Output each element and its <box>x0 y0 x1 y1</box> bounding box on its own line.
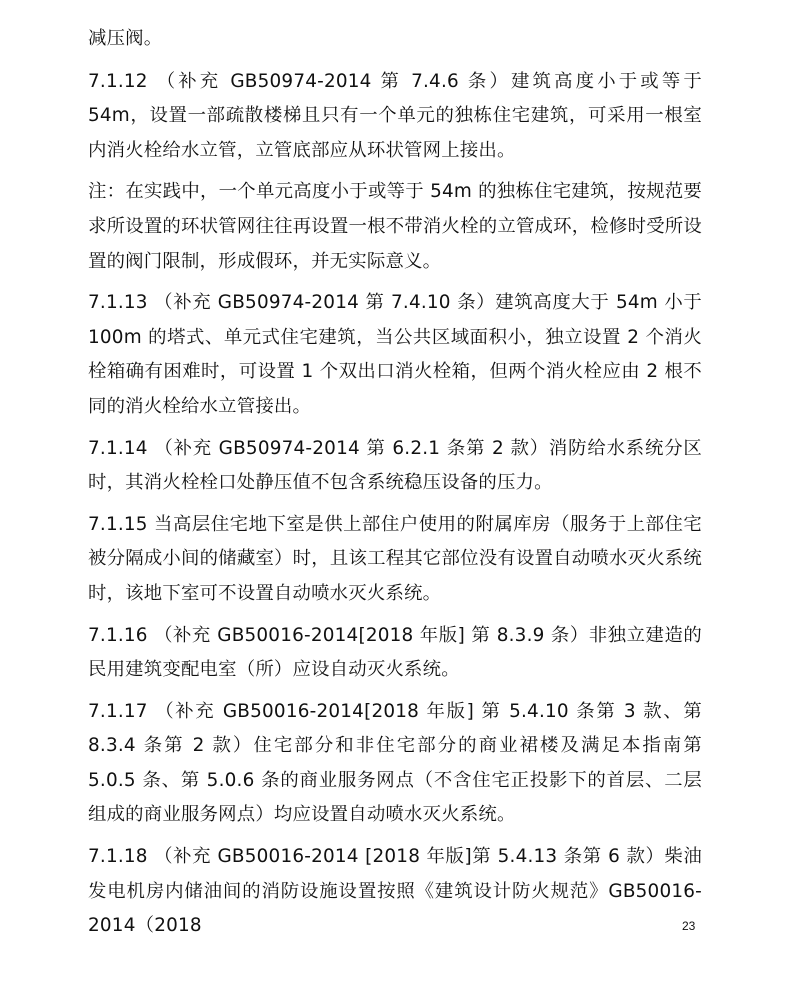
clause-7-1-15: 7.1.15 当高层住宅地下室是供上部住户使用的附属库房（服务于上部住宅被分隔成小间的储藏室）时，且该工程其它部位没有设置自动喷水灭火系统时，该地下室可不设置自动喷水灭火系统。 <box>88 513 702 604</box>
clause-7-1-18: 7.1.18 （补充 GB50016-2014 [2018 年版]第 5.4.13 条第 6 款）柴油发电机房内储油间的消防设施设置按照《建筑设计防火规范》GB50016-2014（2018 <box>88 846 702 937</box>
clause-7-1-16: 7.1.16 （补充 GB50016-2014[2018 年版] 第 8.3.9 条）非独立建造的民用建筑变配电室（所）应设自动灭火系统。 <box>88 624 702 681</box>
paragraph-continuation: 减压阀。 <box>88 28 163 49</box>
note-paragraph: 注：在实践中，一个单元高度小于或等于 54m 的独栋住宅建筑，按规范要求所设置的环状管网往往再设置一根不带消火栓的立管成环，检修时受所设置的阀门限制，形成假环，并无实际意义。 <box>88 181 702 272</box>
clause-7-1-17: 7.1.17 （补充 GB50016-2014[2018 年版] 第 5.4.10 条第 3 款、第 8.3.4 条第 2 款）住宅部分和非住宅部分的商业裙楼及满足本指南第 5.0.5 条、第 5.0.6 条的商业服务网点（不含住宅正投影下的首层、二层组成的商业服务网点）均应设置自动喷水灭火系统。 <box>88 700 702 826</box>
document-body <box>88 22 702 951</box>
clause-7-1-12: 7.1.12 （补充 GB50974-2014 第 7.4.6 条）建筑高度小于或等于 54m，设置一部疏散楼梯且只有一个单元的独栋住宅建筑，可采用一根室内消火栓给水立管，立管底部应从环状管网上接出。 <box>88 70 702 161</box>
clause-7-1-13: 7.1.13 （补充 GB50974-2014 第 7.4.10 条）建筑高度大于 54m 小于 100m 的塔式、单元式住宅建筑，当公共区域面积小，独立设置 2 个消火栓箱确有困难时，可设置 1 个双出口消火栓箱，但两个消火栓应由 2 根不同的消火栓给水立管接出。 <box>88 292 702 417</box>
clause-7-1-14: 7.1.14 （补充 GB50974-2014 第 6.2.1 条第 2 款）消防给水系统分区时，其消火栓栓口处静压值不包含系统稳压设备的压力。 <box>88 437 702 494</box>
page-number: 23 <box>682 919 696 933</box>
